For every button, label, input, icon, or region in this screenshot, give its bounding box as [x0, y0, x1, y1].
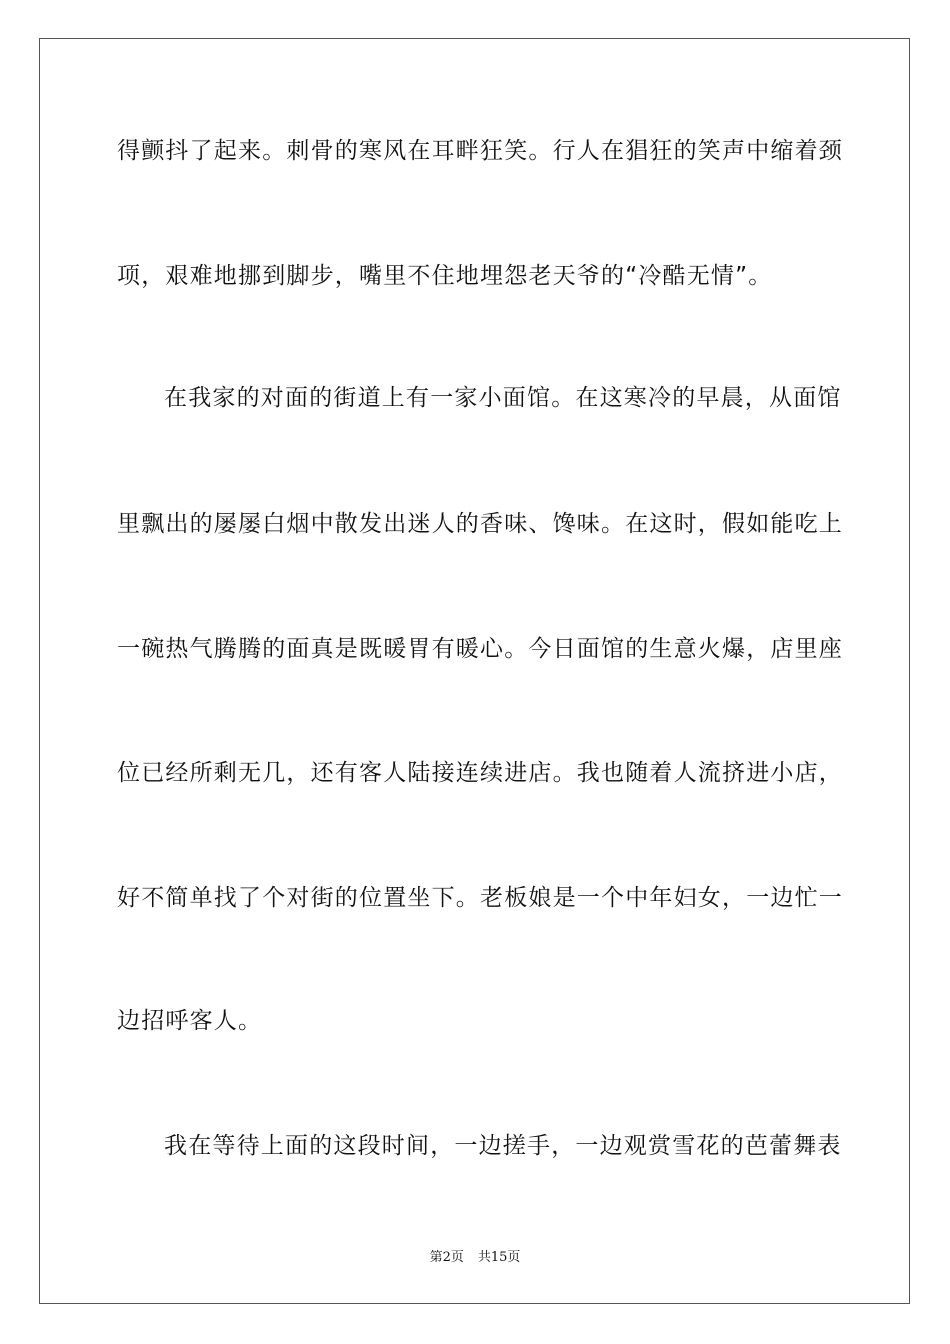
paragraph-line: 位已经所剩无几，还有客人陆接连续进店。我也随着人流挤进小店， [117, 760, 843, 786]
paragraph-line: 好不简单找了个对街的位置坐下。老板娘是一个中年妇女，一边忙一 [117, 885, 843, 911]
page-footer [0, 1246, 950, 1265]
paragraph-line: 在我家的对面的街道上有一家小面馆。在这寒冷的早晨，从面馆 [164, 385, 842, 411]
paragraph-line: 里飘出的屡屡白烟中散发出迷人的香味、馋味。在这时，假如能吃上 [117, 511, 843, 537]
page-number: 第2页 [429, 1250, 464, 1265]
paragraph-line: 得颤抖了起来。刺骨的寒风在耳畔狂笑。行人在猖狂的笑声中缩着颈 [117, 138, 843, 164]
paragraph-line: 我在等待上面的这段时间，一边搓手，一边观赏雪花的芭蕾舞表 [164, 1133, 842, 1159]
page-total: 共15页 [477, 1250, 521, 1265]
paragraph-line: 边招呼客人。 [117, 1008, 263, 1034]
paragraph-line: 项，艰难地挪到脚步，嘴里不住地埋怨老天爷的“冷酷无情”。 [117, 263, 773, 289]
page-border [39, 38, 910, 1304]
paragraph-line: 一碗热气腾腾的面真是既暖胃有暖心。今日面馆的生意火爆，店里座 [117, 636, 843, 662]
